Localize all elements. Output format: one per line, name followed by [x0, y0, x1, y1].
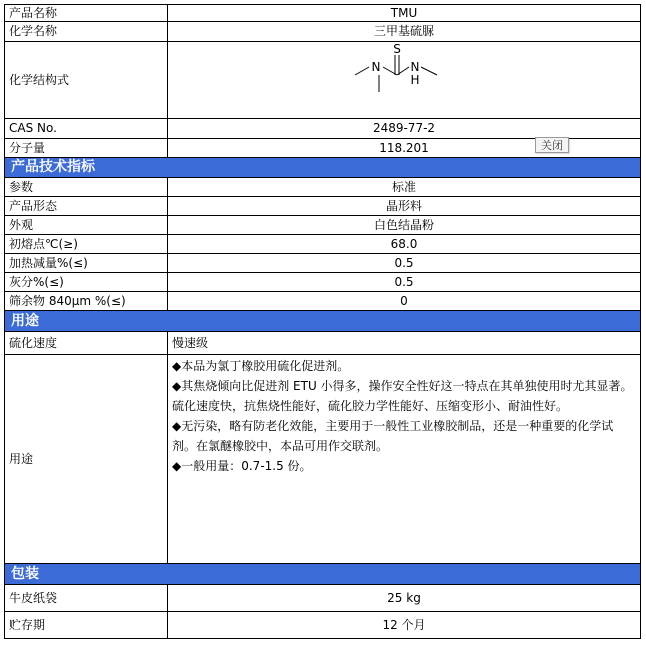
label-product-name: 产品名称 — [5, 5, 168, 22]
value-cas: 2489-77-2 — [168, 119, 641, 139]
value-chem-name: 三甲基硫脲 — [168, 22, 641, 42]
atom-n-right: N — [410, 60, 420, 74]
structure-diagram — [349, 42, 459, 114]
spec-value: 0.5 — [168, 273, 641, 292]
label-usage: 用途 — [5, 355, 168, 564]
spec-table — [4, 4, 641, 639]
value-cure-speed: 慢速级 — [168, 332, 641, 355]
label-cas: CAS No. — [5, 119, 168, 139]
usage-bullet: ◆一般用量：0.7-1.5 份。 — [172, 459, 312, 473]
spec-value: 晶形料 — [168, 197, 641, 216]
section-usage — [5, 311, 641, 332]
label-bag: 牛皮纸袋 — [5, 585, 168, 612]
label-chem-name: 化学名称 — [5, 22, 168, 42]
label-storage: 贮存期 — [5, 612, 168, 639]
usage-bullet: ◆其焦烧倾向比促进剂 ETU 小得多，操作安全性好这一特点在其单独使用时尤其显著。硫化速度快，抗焦烧性能好，硫化胶力学性能好、压缩变形小、耐油性好。 — [172, 379, 633, 413]
section-spec — [5, 158, 641, 178]
atom-s: S — [393, 42, 401, 56]
row-cas — [5, 119, 641, 139]
spec-key: 加热减量%(≤) — [5, 254, 168, 273]
value-storage: 12 个月 — [168, 612, 641, 639]
value-structure — [168, 42, 641, 119]
atom-n-left: N — [371, 60, 381, 74]
label-cure-speed: 硫化速度 — [5, 332, 168, 355]
table-row — [5, 197, 641, 216]
label-mw: 分子量 — [5, 139, 168, 158]
row-product-name — [5, 5, 641, 22]
product-sheet — [4, 4, 640, 639]
row-chem-name — [5, 22, 641, 42]
table-row — [5, 273, 641, 292]
spec-key: 初熔点℃(≥) — [5, 235, 168, 254]
section-pack — [5, 564, 641, 585]
spec-value: 0.5 — [168, 254, 641, 273]
value-usage — [168, 355, 641, 564]
section-title-usage: 用途 — [5, 311, 641, 332]
row-usage — [5, 355, 641, 564]
spec-value: 白色结晶粉 — [168, 216, 641, 235]
table-row — [5, 254, 641, 273]
spec-key: 外观 — [5, 216, 168, 235]
row-structure — [5, 42, 641, 119]
section-title-pack: 包装 — [5, 564, 641, 585]
usage-bullet: ◆无污染，略有防老化效能，主要用于一般性工业橡胶制品，还是一种重要的化学试剂。在氯醚橡胶中，本品可用作交联剂。 — [172, 419, 614, 453]
row-bag — [5, 585, 641, 612]
value-bag: 25 kg — [168, 585, 641, 612]
spec-key: 参数 — [5, 178, 168, 197]
spec-value: 标准 — [168, 178, 641, 197]
section-title-spec: 产品技术指标 — [5, 158, 641, 178]
spec-key: 产品形态 — [5, 197, 168, 216]
usage-bullet: ◆本品为氯丁橡胶用硫化促进剂。 — [172, 359, 350, 373]
value-mw: 118.201 — [168, 139, 641, 158]
table-row — [5, 216, 641, 235]
close-button[interactable]: 关闭 — [535, 137, 569, 153]
table-row — [5, 235, 641, 254]
table-row — [5, 178, 641, 197]
spec-value: 0 — [168, 292, 641, 311]
atom-h: H — [410, 73, 420, 87]
label-structure: 化学结构式 — [5, 42, 168, 119]
spec-key: 筛余物 840μm %(≤) — [5, 292, 168, 311]
value-product-name: TMU — [168, 5, 641, 22]
spec-key: 灰分%(≤) — [5, 273, 168, 292]
row-cure-speed — [5, 332, 641, 355]
table-row — [5, 292, 641, 311]
spec-value: 68.0 — [168, 235, 641, 254]
row-storage — [5, 612, 641, 639]
